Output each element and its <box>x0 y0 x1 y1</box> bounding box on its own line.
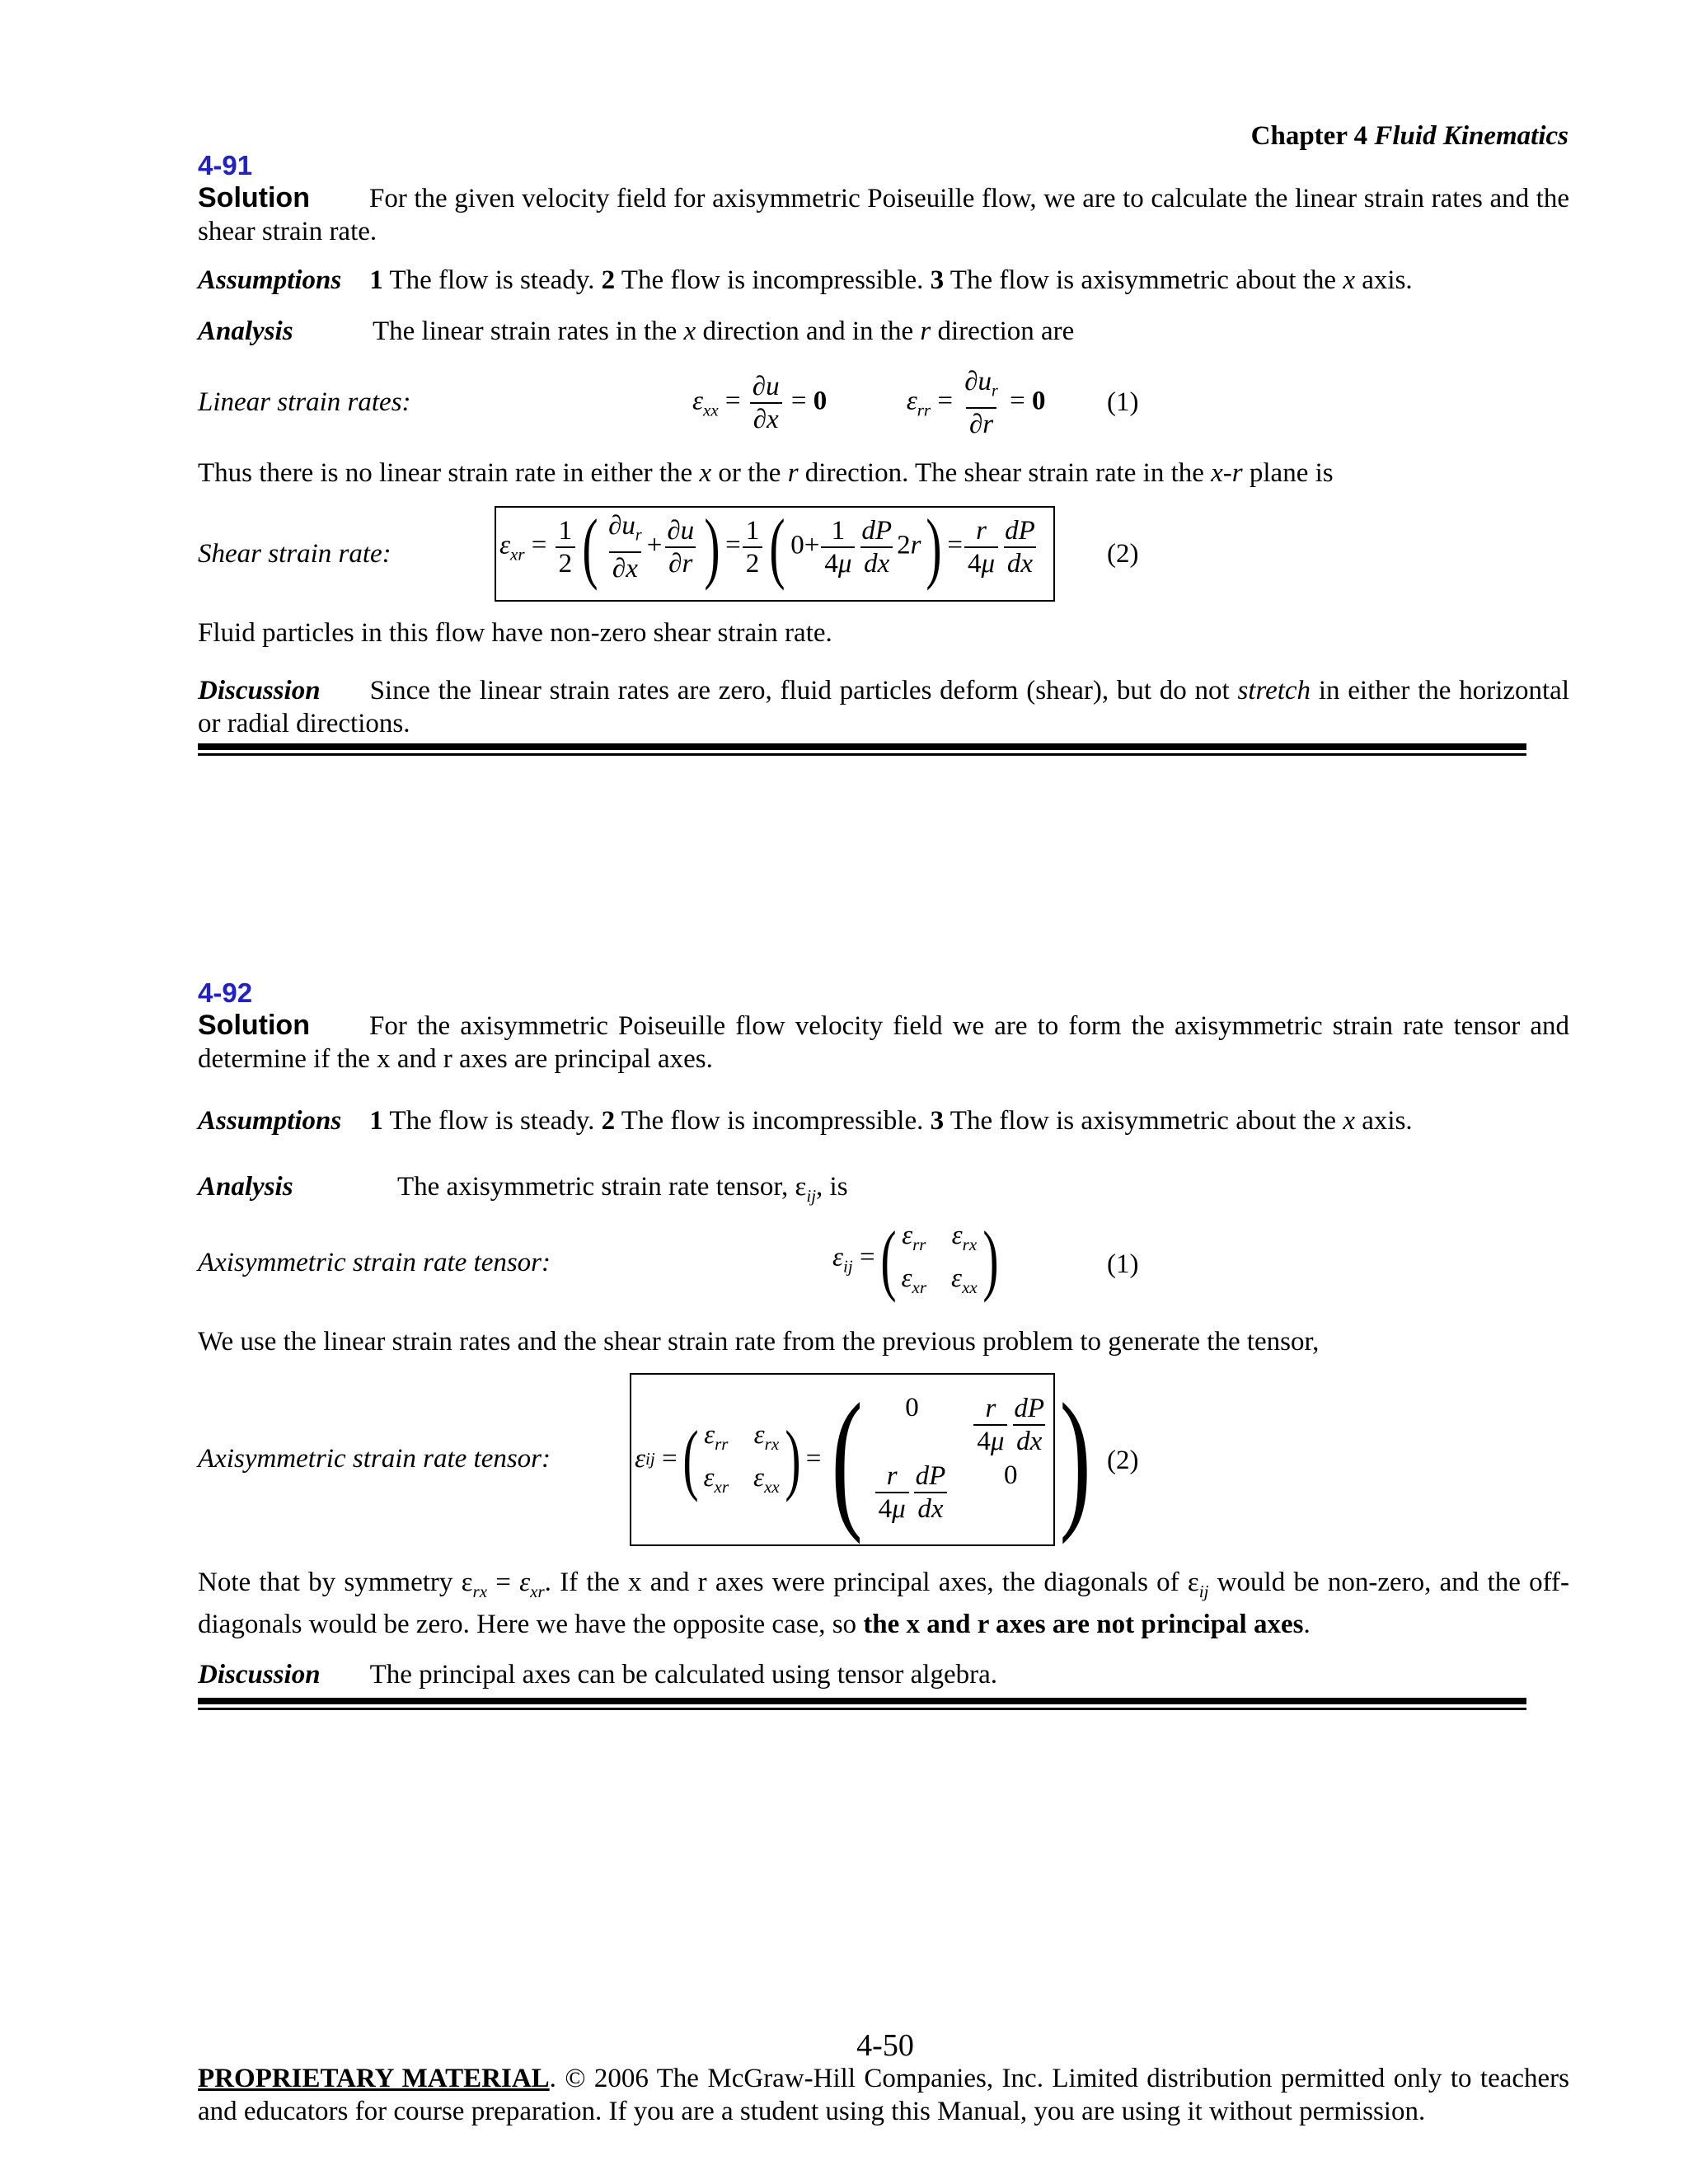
equation-strain-rate-tensor-values: ε ij = ( $\varepsilon_{rr}$ $\varepsilon_{rx}$ $\varepsilon_{xr}$ $\varepsilon_{xx}$ ) = ( 0 $\frac{r}{4\mu}$ $\frac{dP}{dx}$ $\frac{r}{4\mu}$ $\frac{dP}{dx}$ 0 ) <box>635 1372 1091 1545</box>
discussion-label: Discussion <box>198 676 321 705</box>
assumptions-4-91: Assumptions 1 The flow is steady. 2 The flow is incompressible. 3 The flow is axisymmetric about the x axis. <box>198 265 1413 295</box>
chapter-title: Fluid Kinematics <box>1374 121 1568 151</box>
equation-strain-rate-tensor: $\varepsilon_{ij}$ =( $\varepsilon_{rr}$ $\varepsilon_{rx}$ $\varepsilon_{xr}$ $\varepsilon_{xx}$ ) <box>832 1215 999 1303</box>
eq-label-tensor-2: Axisymmetric strain rate tensor: <box>198 1444 551 1474</box>
text-after-eq1-4-91: Thus there is no linear strain rate in either the x or the r direction. The shear strain rate in the x-r plane is <box>198 458 1334 488</box>
problem-number-4-91: 4-91 <box>198 150 253 180</box>
problem-number-4-92: 4-92 <box>198 977 253 1008</box>
eq-number-1-4-91: (1) <box>1107 387 1139 417</box>
text-after-eq1-4-92: We use the linear strain rates and the shear strain rate from the previous problem to generate the tensor, <box>198 1327 1320 1357</box>
copyright-notice: PROPRIETARY MATERIAL. © 2006 The McGraw-Hill Companies, Inc. Limited distribution permitted only to teachers and educators for course preparation. If you are a student using this Manual, you are using it without permission. <box>198 2064 1569 2126</box>
page-number: 4-50 <box>856 2028 914 2063</box>
section-divider-4-92 <box>198 1698 1526 1704</box>
solution-paragraph-4-91 <box>198 181 1569 248</box>
assumptions-4-92: Assumptions 1 The flow is steady. 2 The flow is incompressible. 3 The flow is axisymmetric about the x axis. <box>198 1106 1413 1136</box>
conclusion: the x and r axes are not principal axes <box>863 1610 1304 1639</box>
section-divider-4-91 <box>198 743 1526 750</box>
equation-linear-strain-rates: $\varepsilon_{xx}$ = $\frac{\partial u}{\partial x}$ = 0 $\varepsilon_{rr}$ = $\frac{\partial u_r}{\partial r}$ = 0 <box>692 367 1046 439</box>
solution-label: Solution <box>198 1010 310 1041</box>
eq-label-shear-strain: Shear strain rate: <box>198 539 392 569</box>
solution-paragraph-4-92 <box>198 1009 1569 1076</box>
assumptions-label: Assumptions <box>198 1106 342 1136</box>
eq-label-tensor-1: Axisymmetric strain rate tensor: <box>198 1248 551 1277</box>
solution-label: Solution <box>198 182 310 213</box>
discussion-4-91: Discussion Since the linear strain rates are zero, fluid particles deform (shear), but do not stretch in either the horizontal or radial directions. <box>198 676 1569 738</box>
eq-number-2-4-91: (2) <box>1107 539 1139 569</box>
chapter-header <box>1251 120 1568 152</box>
note-paragraph-4-92: Note that by symmetry $\varepsilon_{rx} = \varepsilon_{xr}$. If the x and r axes were principal axes, the diagonals of $\varepsilon_{ij}$ would be non-zero, and the off-diagonals would be zero. Here we have the opposite case, so the x and r axes are not principal axes. <box>198 1568 1570 1639</box>
eq-label-linear-strain: Linear strain rates: <box>198 387 411 417</box>
equation-shear-strain-rate: $\varepsilon_{xr}$ = $\frac{1}{2}$ ( $\frac{\partial u_r}{\partial x}$ + $\frac{\partial u}{\partial r}$ ) = $\frac{1}{2}$ ( 0+ $\frac{1}{4\mu}$ $\frac{dP}{dx}$ 2r) = $\frac{r}{4\mu}$ $\frac{dP}{dx}$ <box>499 503 1035 591</box>
chapter-number: Chapter 4 <box>1250 121 1368 151</box>
analysis-4-92: Analysis The axisymmetric strain rate tensor, $\varepsilon_{ij}$, is <box>198 1172 848 1206</box>
section-divider-thin-4-91 <box>198 753 1526 756</box>
eq-number-2-4-92: (2) <box>1107 1446 1139 1475</box>
assumptions-label: Assumptions <box>198 265 342 295</box>
proprietary-label: PROPRIETARY MATERIAL <box>198 2064 550 2093</box>
discussion-label: Discussion <box>198 1660 321 1690</box>
analysis-4-91: Analysis The linear strain rates in the x direction and in the r direction are <box>198 316 1075 346</box>
solution-text: For the axisymmetric Poiseuille flow velocity field we are to form the axisymmetric strain rate tensor and determine if the x and r axes are principal axes. <box>198 1011 1569 1074</box>
text-after-eq2-4-91: Fluid particles in this flow have non-zero shear strain rate. <box>198 618 832 648</box>
analysis-label: Analysis <box>198 316 293 346</box>
eq-number-1-4-92: (1) <box>1107 1249 1139 1279</box>
analysis-label: Analysis <box>198 1172 293 1202</box>
section-divider-thin-4-92 <box>198 1708 1526 1710</box>
solution-text: For the given velocity field for axisymmetric Poiseuille flow, we are to calculate the linear strain rates and the shear strain rate. <box>198 184 1569 246</box>
discussion-4-92: Discussion The principal axes can be calculated using tensor algebra. <box>198 1660 997 1690</box>
